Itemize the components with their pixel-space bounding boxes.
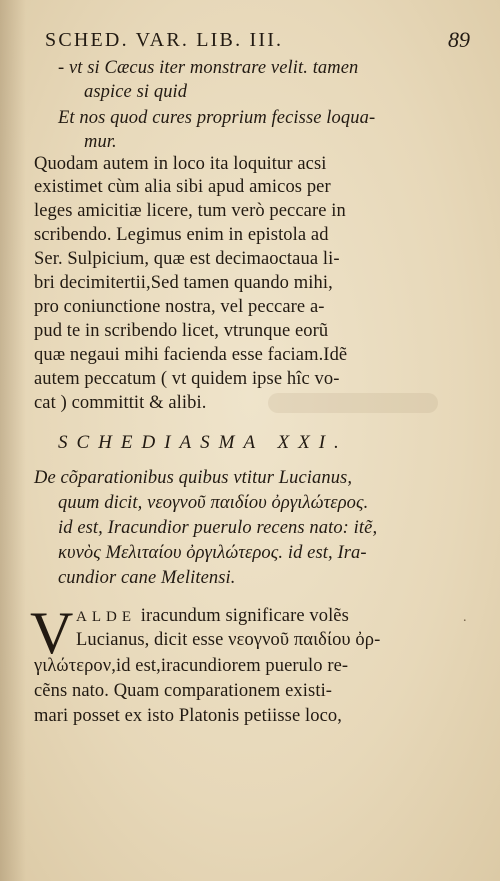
body-line: pud te in scribendo licet, vtrunque eorũ xyxy=(34,321,329,341)
quote-line: - vt si Cæcus iter monstrare velit. tamen xyxy=(58,58,359,78)
quote-line: mur. xyxy=(84,132,117,152)
body-line: Lucianus, dicit esse νεογνοῦ παιδίου ὀρ- xyxy=(76,630,381,650)
ink-smudge xyxy=(268,393,438,413)
summary-line: cundior cane Melitensi. xyxy=(58,568,236,588)
body-line: existimet cùm alia sibi apud amicos per xyxy=(34,177,331,197)
body-line: γιλώτερον,id est,iracundiorem puerulo re- xyxy=(34,656,349,676)
body-line: pro coniunctione nostra, vel peccare a- xyxy=(34,297,325,317)
body-line: bri decimitertii,Sed tamen quando mihi, xyxy=(34,273,333,293)
summary-line: De cõparationibus quibus vtitur Lucianus, xyxy=(34,468,353,488)
summary-line: κυνὸς Μελιταίου ὀργιλώτερος. id est, Ira- xyxy=(58,543,367,563)
body-line: mari posset ex isto Platonis petiisse loco, xyxy=(34,706,342,726)
body-line: Ser. Sulpicium, quæ est decimaoctaua li- xyxy=(34,249,340,269)
body-line xyxy=(76,604,349,629)
marginal-mark: . xyxy=(463,610,467,625)
body-line: cẽns nato. Quam comparationem existi- xyxy=(34,681,333,701)
running-title: SCHED. VAR. LIB. III. xyxy=(45,29,284,51)
body-line: scribendo. Legimus enim in epistola ad xyxy=(34,225,329,245)
body-line-text: iracundum significare volẽs xyxy=(140,606,349,626)
body-line: Quodam autem in loco ita loquitur acsi xyxy=(34,154,327,174)
quote-line: Et nos quod cures proprium fecisse loqua- xyxy=(58,108,376,128)
summary-line: id est, Iracundior puerulo recens nato: itẽ, xyxy=(58,518,378,538)
gutter-shadow xyxy=(0,0,26,881)
body-line: autem peccatum ( vt quidem ipse hîc vo- xyxy=(34,369,340,389)
section-heading: SCHEDIASMA XXI. xyxy=(58,432,348,453)
summary-line: quum dicit, νεογνοῦ παιδίου ὀργιλώτερος. xyxy=(58,493,369,513)
drop-capital: V xyxy=(30,600,74,666)
first-word-caps: ALDE xyxy=(76,609,136,625)
quote-line: aspice si quid xyxy=(84,82,188,102)
body-line: cat ) committit & alibi. xyxy=(34,393,207,413)
page-number: 89 xyxy=(448,27,470,52)
body-line: leges amicitiæ licere, tum verò peccare in xyxy=(34,201,346,221)
body-line: quæ negaui mihi facienda esse faciam.Idẽ xyxy=(34,345,348,365)
